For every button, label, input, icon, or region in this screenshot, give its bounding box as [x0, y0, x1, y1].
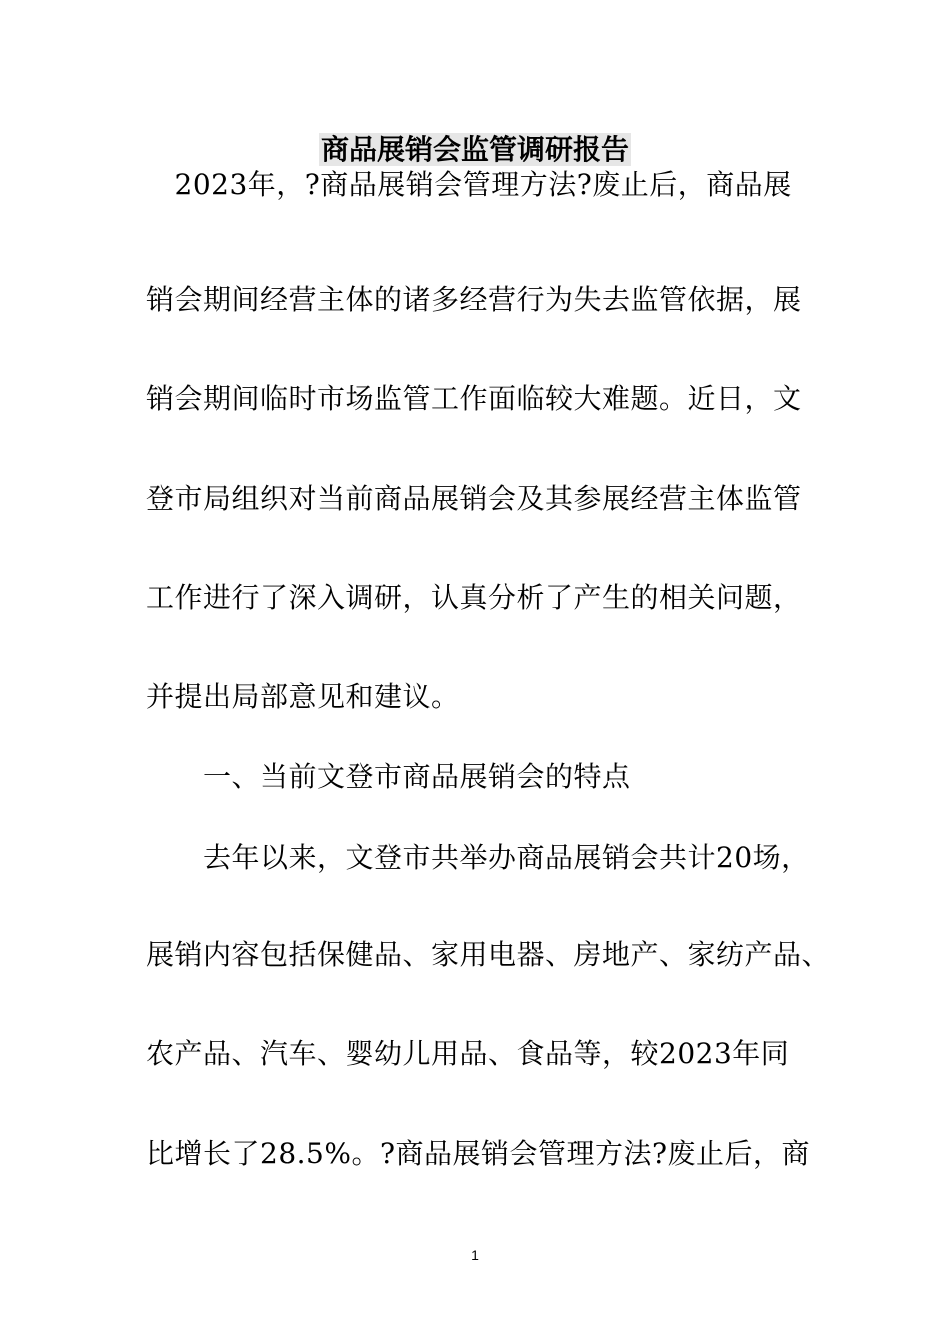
paragraph-line-7: 去年以来，文登市共举办商品展销会共计20场， — [146, 841, 810, 874]
paragraph-line-8: 展销内容包括保健品、家用电器、房地产、家纺产品、 — [146, 938, 831, 971]
document-title — [0, 130, 950, 170]
paragraph-line-1: 2023年，?商品展销会管理方法?废止后，商品展 — [146, 168, 792, 201]
paragraph-line-5: 工作进行了深入调研，认真分析了产生的相关问题， — [146, 581, 802, 614]
paragraph-line-6: 并提出局部意见和建议。 — [146, 680, 460, 713]
paragraph-line-4: 登市局组织对当前商品展销会及其参展经营主体监管 — [146, 482, 802, 515]
paragraph-line-2: 销会期间经营主体的诸多经营行为失去监管依据，展 — [146, 283, 802, 316]
page-number: 1 — [471, 1247, 479, 1263]
paragraph-line-9: 农产品、汽车、婴幼儿用品、食品等，较2023年同 — [146, 1037, 790, 1070]
paragraph-line-3: 销会期间临时市场监管工作面临较大难题。近日，文 — [146, 382, 802, 415]
document-title-text: 商品展销会监管调研报告 — [320, 133, 629, 166]
section-heading: 一、当前文登市商品展销会的特点 — [146, 760, 631, 793]
paragraph-line-10: 比增长了28.5%。?商品展销会管理方法?废止后，商 — [146, 1137, 810, 1170]
